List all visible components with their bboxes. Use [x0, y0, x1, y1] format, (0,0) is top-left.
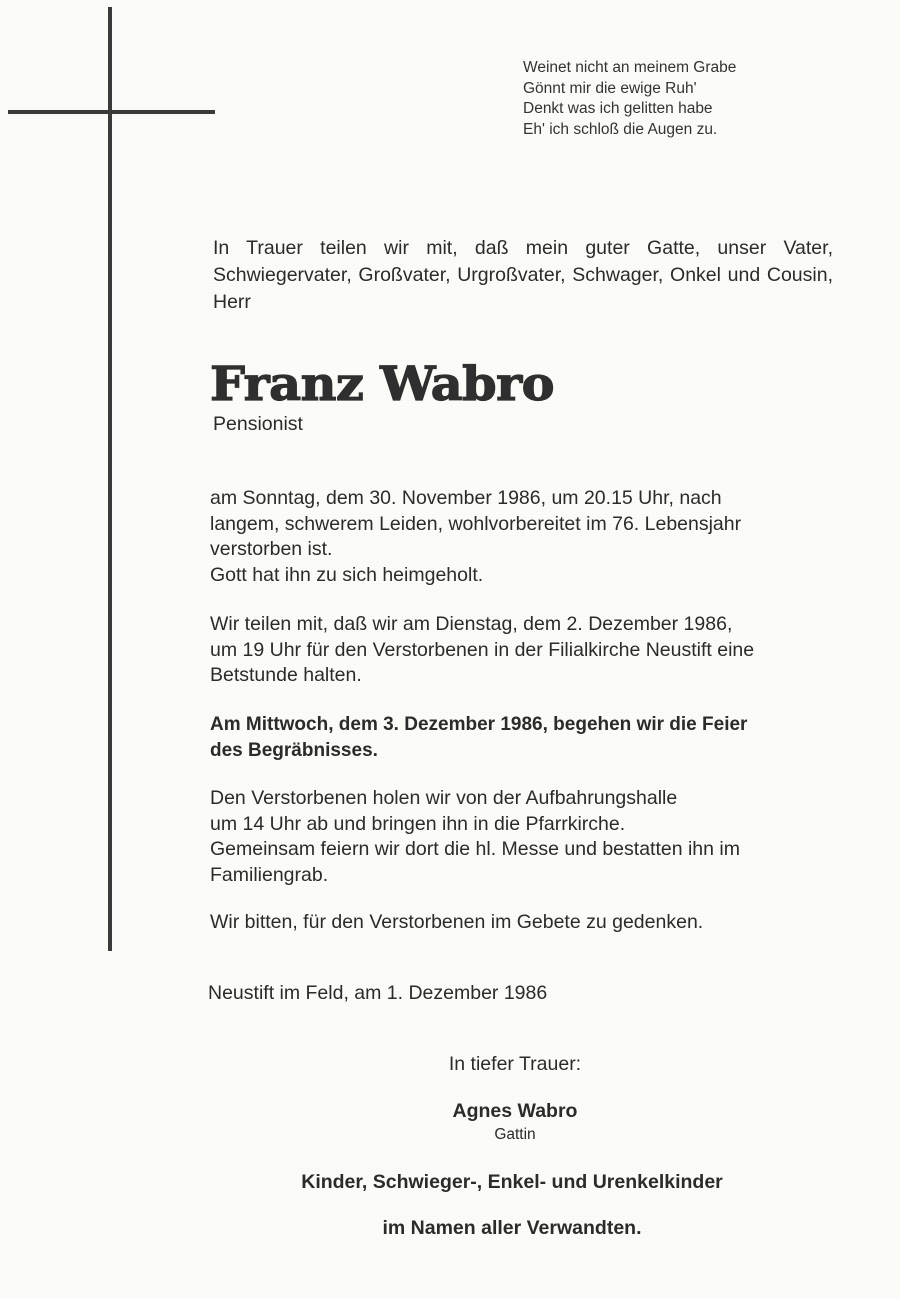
widow-name: Agnes Wabro: [452, 1100, 578, 1122]
vigil-paragraph: [210, 612, 840, 689]
widow-role: Gattin: [494, 1126, 536, 1143]
text-line: um 19 Uhr für den Verstorbenen in der Filialkirche Neustift eine: [210, 638, 755, 661]
mourning-label: In tiefer Trauer:: [448, 1053, 582, 1075]
cross-icon-vertical-bar: [108, 7, 112, 951]
text-line: Den Verstorbenen holen wir von der Aufbahrungshalle: [210, 787, 678, 809]
prayer-paragraph: [210, 910, 840, 936]
poem-line: Denkt was ich gelitten habe: [523, 100, 713, 117]
relatives-line: im Namen aller Verwandten.: [382, 1217, 642, 1239]
text-line: des Begräbnisses.: [210, 739, 378, 761]
text-line: Familiengrab.: [210, 863, 329, 886]
text-line: Gott hat ihn zu sich heimgeholt.: [210, 563, 484, 586]
poem-line: Eh' ich schloß die Augen zu.: [523, 120, 718, 138]
text-line: um 14 Uhr ab und bringen ihn in die Pfarrkirche.: [210, 812, 626, 835]
intro-announcement: In Trauer teilen wir mit, daß mein guter Gatte, unser Vater, Schwiegervater, Großvater, Urgroßvater, Schwager, Onkel und Cousin, Herr: [213, 237, 833, 313]
text-line: Am Mittwoch, dem 3. Dezember 1986, begehen wir die Feier: [210, 714, 748, 735]
poem-line: Gönnt mir die ewige Ruh': [523, 79, 697, 97]
text-line: langem, schwerem Leiden, wohlvorbereitet im 76. Lebensjahr: [210, 512, 742, 535]
deceased-occupation: Pensionist: [213, 413, 303, 435]
deceased-name: Franz Wabro: [210, 357, 554, 412]
place-and-date: Neustift im Feld, am 1. Dezember 1986: [208, 982, 548, 1004]
death-paragraph: [210, 486, 840, 588]
children-line: Kinder, Schwieger-, Enkel- und Urenkelkinder: [301, 1171, 723, 1193]
memorial-poem: [523, 58, 736, 140]
poem-line: Weinet nicht an meinem Grabe: [523, 59, 737, 76]
text-line: Wir teilen mit, daß wir am Dienstag, dem 2. Dezember 1986,: [210, 613, 733, 635]
procession-paragraph: [210, 786, 840, 888]
text-line: verstorben ist.: [210, 538, 333, 560]
text-line: am Sonntag, dem 30. November 1986, um 20.15 Uhr, nach: [210, 487, 722, 509]
text-line: Gemeinsam feiern wir dort die hl. Messe und bestatten ihn im: [210, 838, 740, 860]
funeral-paragraph: [210, 712, 840, 763]
cross-icon-horizontal-bar: [8, 110, 215, 114]
text-line: Wir bitten, für den Verstorbenen im Gebete zu gedenken.: [210, 911, 704, 933]
text-line: Betstunde halten.: [210, 664, 362, 686]
